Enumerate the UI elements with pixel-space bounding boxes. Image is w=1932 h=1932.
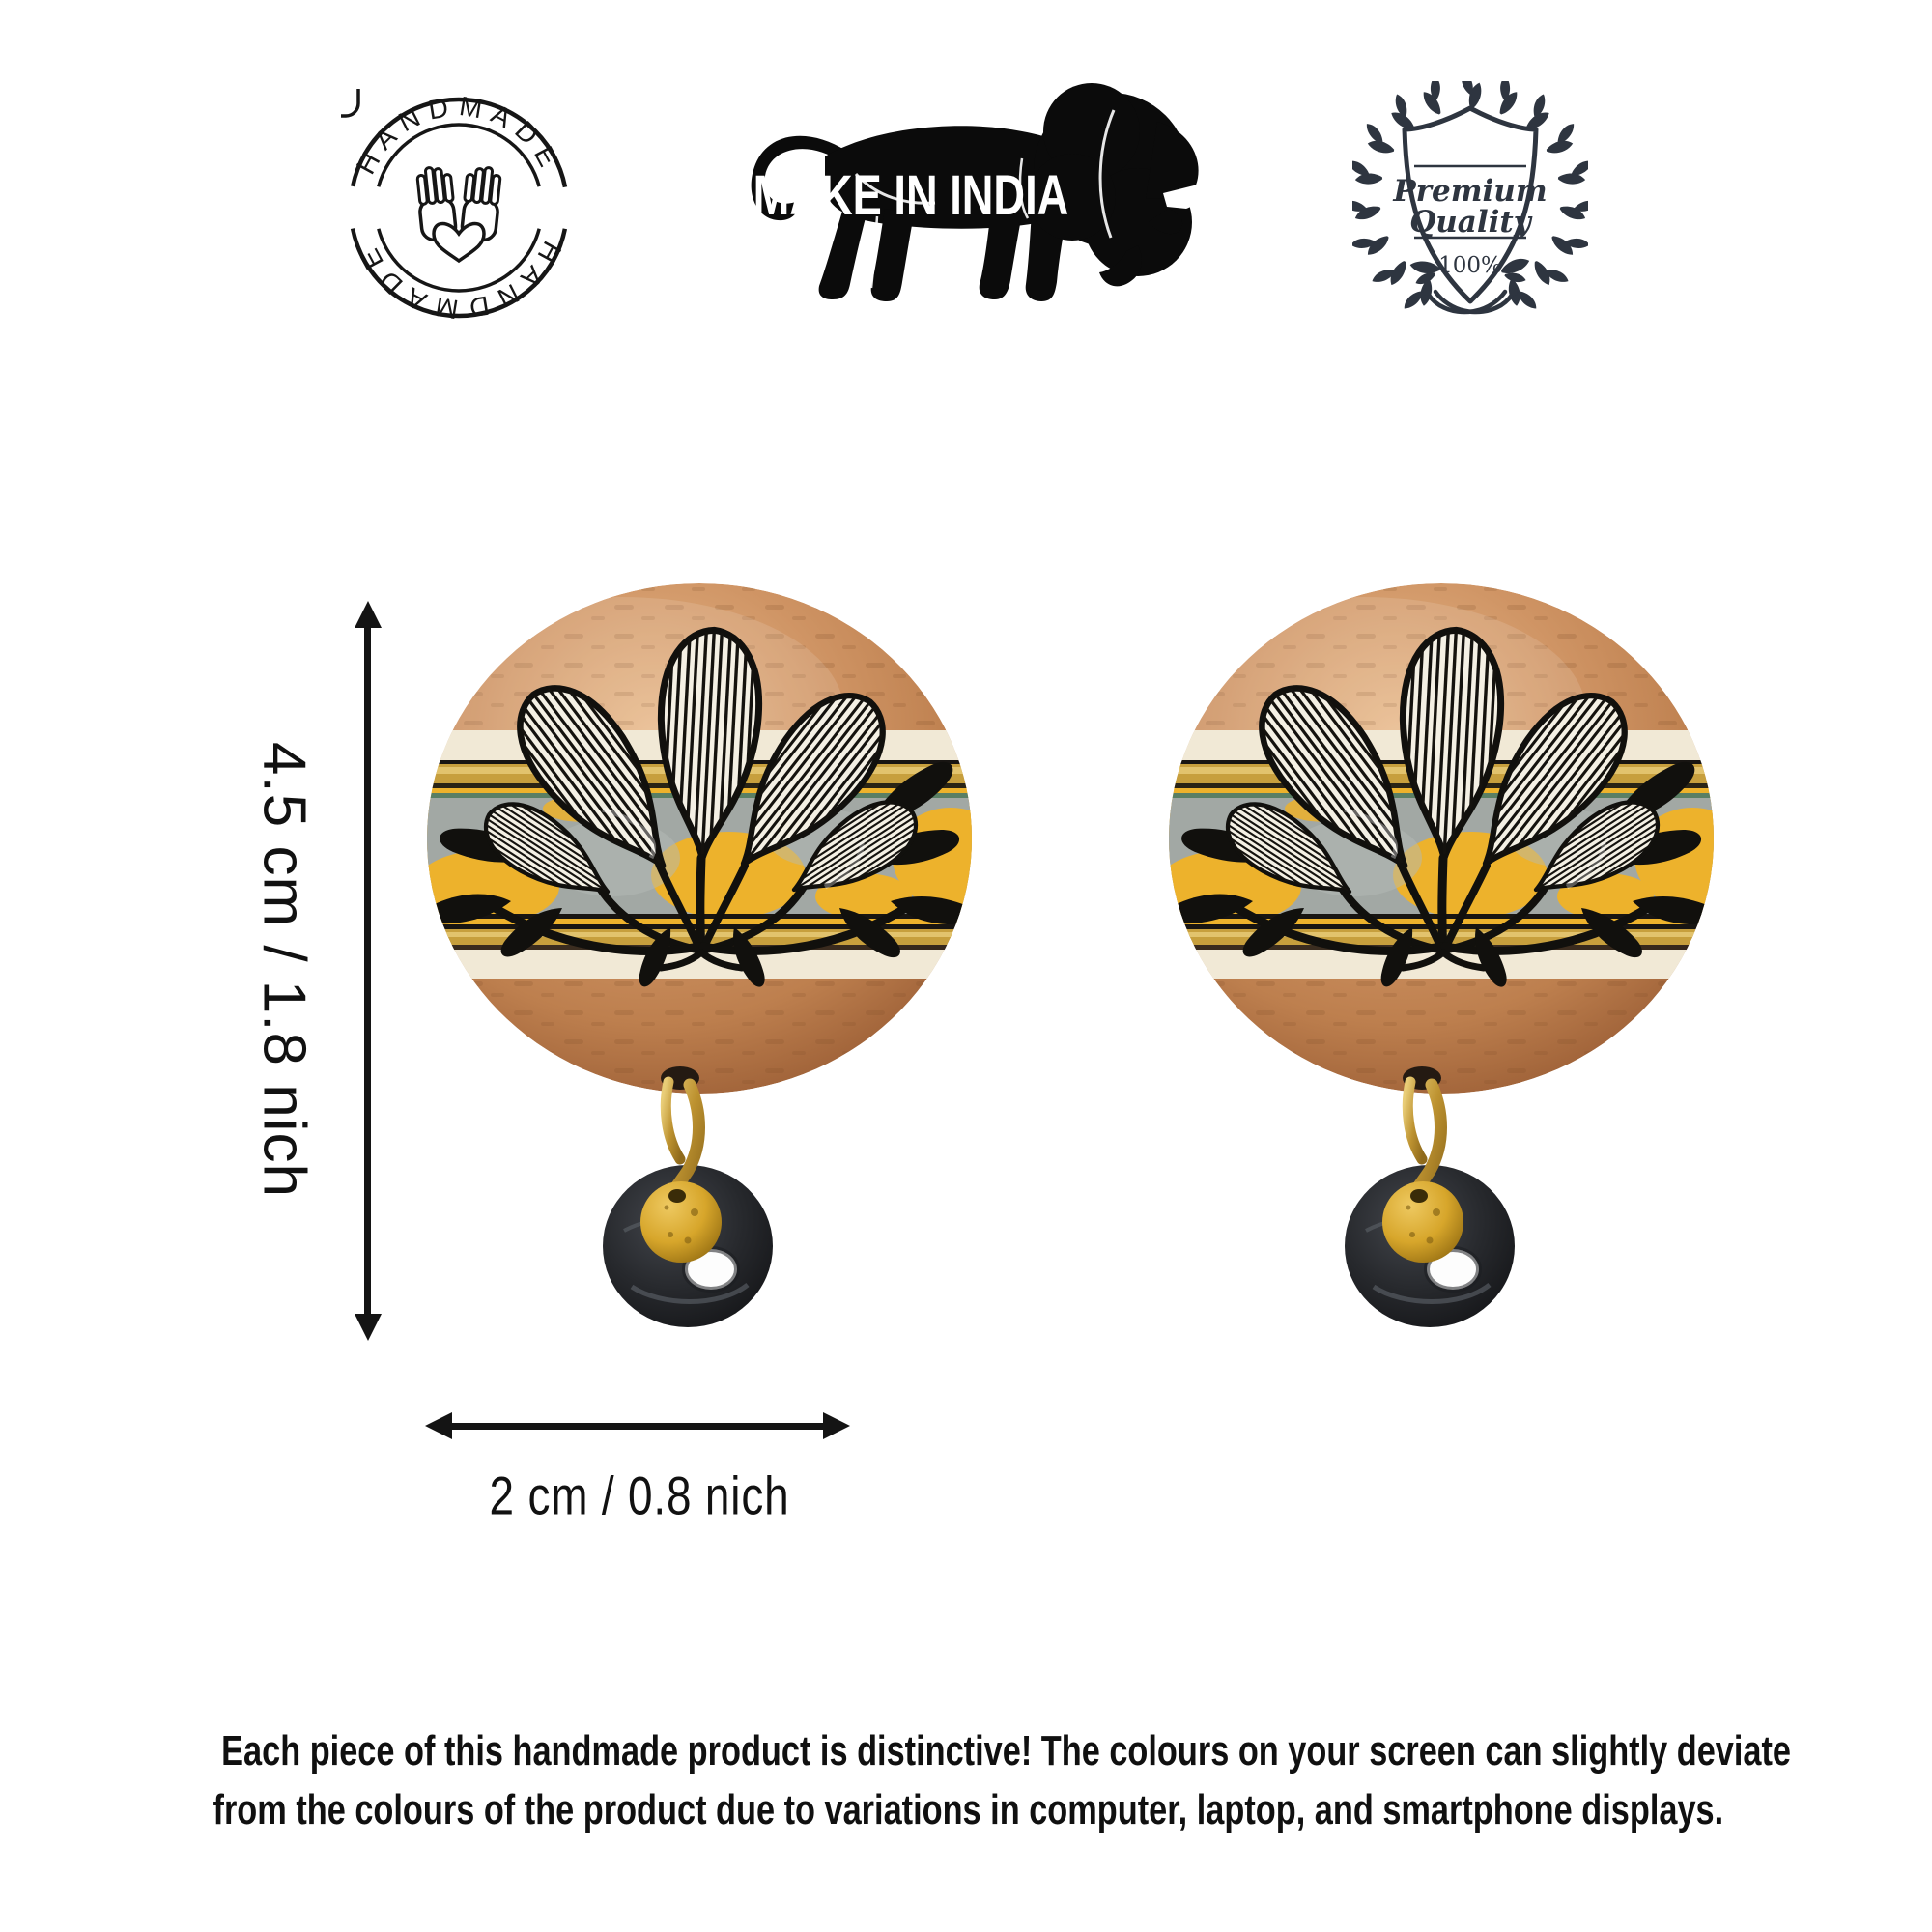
premium-quality-badge-icon: [1352, 81, 1588, 328]
height-dimension-line: [364, 624, 371, 1318]
earring-right: [1142, 568, 1750, 1327]
earring-left: [400, 568, 1009, 1327]
percent-label: 100%: [1438, 253, 1502, 278]
make-in-india-label: MAKE IN INDIA: [753, 164, 1069, 228]
handmade-text-top: HANDMADE: [350, 90, 568, 180]
handmade-text-bottom: HANDMADE: [350, 236, 568, 326]
svg-text:HANDMADE: [351, 91, 568, 179]
arrow-up-icon: [355, 601, 382, 628]
disclaimer-line-1: Each piece of this handmade product is distinctive! The colours on your screen can slightly deviate: [221, 1727, 1792, 1775]
premium-label: Premium: [1393, 174, 1548, 209]
height-dimension-label: 4.5 cm / 1.8 nich: [250, 742, 318, 1198]
disclaimer-line-2: from the colours of the product due to variations in computer, laptop, and smartphone displays.: [213, 1786, 1724, 1833]
quality-label: Quality: [1409, 205, 1531, 240]
handmade-stamp-icon: [341, 89, 577, 327]
make-in-india-logo: [732, 81, 1202, 305]
width-dimension-label: 2 cm / 0.8 nich: [489, 1464, 790, 1526]
arrow-left-icon: [425, 1412, 452, 1439]
width-dimension-line: [448, 1423, 827, 1430]
arrow-down-icon: [355, 1314, 382, 1341]
arrow-right-icon: [823, 1412, 850, 1439]
disclaimer-text: [0, 1721, 1932, 1839]
